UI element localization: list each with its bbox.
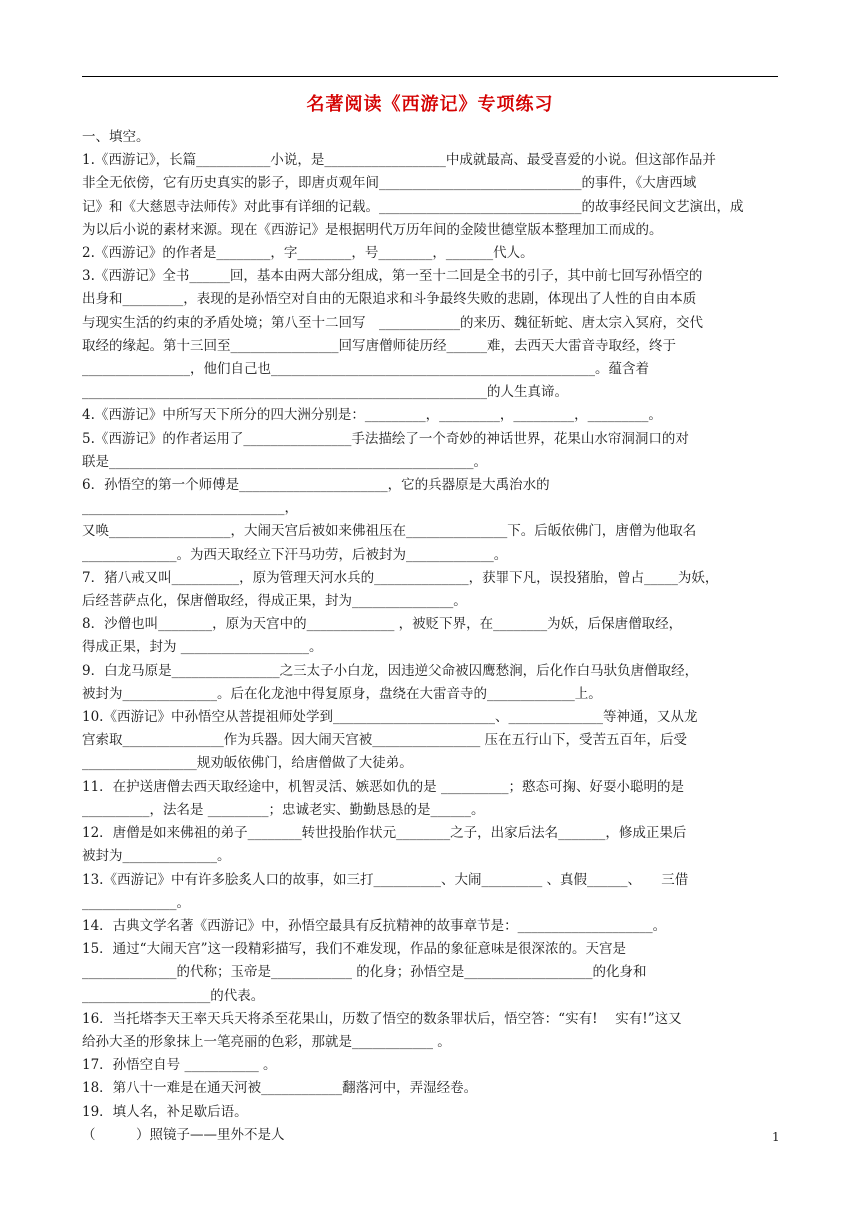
question-line: 与现实生活的约束的矛盾处境；第八至十二回写 ____________的来历、魏征斩蛇、唐太宗入冥府，交代 [82, 314, 703, 331]
question-line: 后经菩萨点化，保唐僧取经，得成正果，封为_______________。 [82, 593, 467, 610]
question-line: 9．白龙马原是________________之三太子小白龙，因违逆父命被囚鹰愁涧，后化作白马驮负唐僧取经， [82, 662, 699, 679]
question-line: ______________________________， [82, 500, 298, 517]
header-rule [82, 76, 778, 77]
question-line: 13.《西游记》中有许多脍炙人口的故事，如三打__________、大闹_________ 、真假______、 三借 [82, 871, 689, 888]
question-line: 16．当托塔李天王率天兵天将杀至花果山，历数了悟空的数条罪状后，悟空答：“实有! 实有!”这又 [82, 1010, 682, 1027]
question-line: 为以后小说的素材来源。现在《西游记》是根据明代万历年间的金陵世德堂版本整理加工而成的。 [82, 221, 663, 238]
question-line: 12．唐僧是如来佛祖的弟子________转世投胎作状元________之子，出家后法名_______，修成正果后 [82, 825, 687, 842]
question-line: ______________的代称；玉帝是____________ 的化身；孙悟空是___________________的化身和 [82, 964, 647, 981]
question-line: ___________________的代表。 [82, 987, 265, 1004]
question-line: 10.《西游记》中孙悟空从菩提祖师处学到________________________、______________等神通，又从龙 [82, 709, 698, 726]
section-heading: 一、填空。 [82, 129, 150, 145]
question-line: ______________。 [82, 894, 190, 911]
question-line: 18．第八十一难是在通天河被____________翻落河中，弄湿经卷。 [82, 1080, 478, 1097]
document-body [82, 126, 778, 1147]
question-line: 15．通过“大闹天宫”这一段精彩描写，我们不难发现，作品的象征意味是很深浓的。天宫是 [82, 941, 626, 958]
document-title: 名著阅读《西游记》专项练习 [306, 94, 554, 115]
question-line: 4.《西游记》中所写天下所分的四大洲分别是：_________，_________，_________，_________。 [82, 407, 662, 424]
question-line: 又唤__________________，大闹天宫后被如来佛祖压在_______________下。后皈依佛门，唐僧为他取名 [82, 523, 697, 540]
question-line: __________，法名是 _________；忠诚老实、勤勤恳恳的是______。 [82, 801, 485, 818]
question-line: 14．古典文学名著《西游记》中，孙悟空最具有反抗精神的故事章节是：____________________。 [82, 917, 667, 934]
question-line: 17．孙悟空自号 ___________ 。 [82, 1057, 277, 1074]
question-line: 得成正果，封为 ___________________。 [82, 639, 323, 656]
question-line: 被封为______________。 [82, 848, 231, 865]
question-line: 非全无依傍，它有历史真实的影子，即唐贞观年间______________________________的事件，《大唐西域 [82, 175, 697, 192]
question-line: _________________规劝皈依佛门，给唐僧做了大徒弟。 [82, 755, 413, 772]
question-line: ________________，他们自己也________________________________________________。蕴含着 [82, 361, 649, 378]
question-line: 5.《西游记》的作者运用了________________手法描绘了一个奇妙的神话世界，花果山水帘洞洞口的对 [82, 430, 689, 447]
question-line: （ ）照镜子——里外不是人 [82, 1126, 285, 1143]
question-line: 6．孙悟空的第一个师傅是______________________，它的兵器原是大禹治水的 [82, 477, 550, 494]
question-line: 19．填人名，补足歇后语。 [82, 1103, 248, 1120]
question-line: ____________________________________________________________的人生真谛。 [82, 384, 568, 401]
question-line: ______________。为西天取经立下汗马功劳，后被封为_____________。 [82, 546, 508, 563]
page-number: 1 [772, 1130, 780, 1144]
question-line: 1.《西游记》，长篇___________小说，是__________________中成就最高、最受喜爱的小说。但这部作品并 [82, 152, 716, 169]
question-line: 出身和_________，表现的是孙悟空对自由的无限追求和斗争最终失败的悲剧，体现出了人性的自由本质 [82, 291, 697, 308]
question-line: 8．沙僧也叫________，原为天宫中的_____________ ，被贬下界，在________为妖，后保唐僧取经， [82, 616, 683, 633]
question-line: 给孙大圣的形象抹上一笔亮丽的色彩，那就是____________ 。 [82, 1033, 451, 1050]
question-line: 取经的缘起。第十三回至________________回写唐僧师徒历经______难，去西天大雷音寺取经，终于 [82, 337, 676, 354]
question-line: 11．在护送唐僧去西天取经途中，机智灵活、嫉恶如仇的是 __________；憨态可掬、好耍小聪明的是 [82, 778, 684, 795]
question-line: 被封为______________。后在化龙池中得复原身，盘绕在大雷音寺的_____________上。 [82, 685, 602, 702]
question-line: 2.《西游记》的作者是________，字________，号________，_______代人。 [82, 245, 534, 262]
question-line: 宫索取_______________作为兵器。因大闹天宫被________________ 压在五行山下，受苦五百年，后受 [82, 732, 688, 749]
question-line: 3.《西游记》全书______回，基本由两大部分组成，第一至十二回是全书的引子，其中前七回写孙悟空的 [82, 268, 703, 285]
question-line: 记》和《大慈恩寺法师传》对此事有详细的记载。______________________________的故事经民间文艺演出，成 [82, 198, 744, 215]
question-line: 7．猪八戒又叫__________，原为管理天河水兵的______________，获罪下凡，误投猪胎，曾占_____为妖， [82, 569, 719, 586]
question-line: 联是______________________________________________________。 [82, 453, 487, 470]
